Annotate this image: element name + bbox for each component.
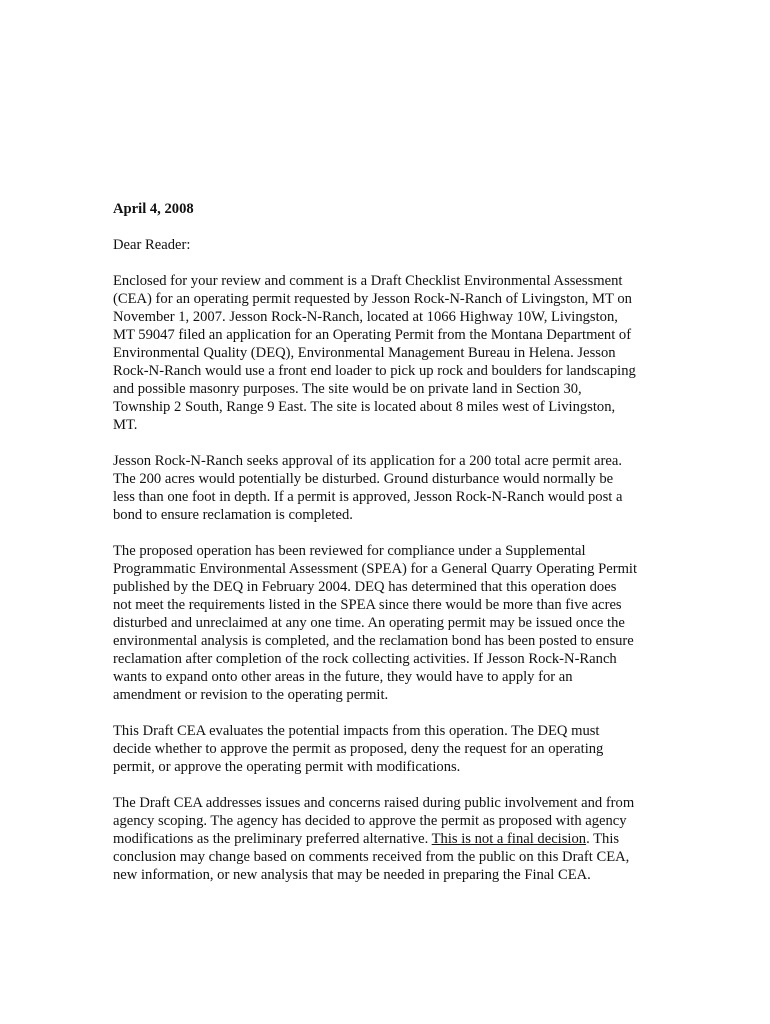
paragraph-line: Programmatic Environmental Assessment (SPEA) for a General Quarry Operating Permit — [113, 561, 638, 577]
paragraph-line: agency scoping. The agency has decided to approve the permit as proposed with agency — [113, 813, 627, 829]
paragraph-line: reclamation after completion of the rock collecting activities. If Jesson Rock-N-Ranch — [113, 651, 617, 667]
paragraph-line: Rock-N-Ranch would use a front end loader to pick up rock and boulders for landscaping — [113, 363, 636, 379]
paragraph-line: The proposed operation has been reviewed for compliance under a Supplemental — [113, 543, 586, 559]
paragraph-line: not meet the requirements listed in the SPEA since there would be more than five acres — [113, 597, 622, 613]
paragraph-line: This Draft CEA evaluates the potential impacts from this operation. The DEQ must — [113, 723, 600, 739]
paragraph-line: Environmental Quality (DEQ), Environmental Management Bureau in Helena. Jesson — [113, 345, 616, 361]
paragraph-line: November 1, 2007. Jesson Rock-N-Ranch, located at 1066 Highway 10W, Livingston, — [113, 309, 618, 325]
letter-date: April 4, 2008 — [113, 201, 194, 217]
paragraph-line: bond to ensure reclamation is completed. — [113, 507, 353, 523]
paragraph-line: The Draft CEA addresses issues and concerns raised during public involvement and from — [113, 795, 635, 811]
letter-body — [113, 200, 661, 902]
paragraph-line: MT. — [113, 417, 138, 433]
paragraph-line: Enclosed for your review and comment is a Draft Checklist Environmental Assessment — [113, 273, 623, 289]
paragraph-line: The 200 acres would potentially be disturbed. Ground disturbance would normally be — [113, 471, 614, 487]
not-final-decision-notice: This is not a final decision — [431, 831, 587, 847]
paragraph-line — [113, 830, 661, 848]
paragraph-line: amendment or revision to the operating permit. — [113, 687, 389, 703]
paragraph-1 — [113, 272, 661, 434]
paragraph-line: MT 59047 filed an application for an Operating Permit from the Montana Department of — [113, 327, 632, 343]
line-text: modifications as the preliminary preferred alternative. — [113, 831, 432, 847]
paragraph-2 — [113, 452, 661, 524]
paragraph-line: Jesson Rock-N-Ranch seeks approval of its application for a 200 total acre permit area. — [113, 453, 622, 469]
paragraph-line: decide whether to approve the permit as proposed, deny the request for an operating — [113, 741, 604, 757]
paragraph-line: (CEA) for an operating permit requested by Jesson Rock-N-Ranch of Livingston, MT on — [113, 291, 632, 307]
paragraph-line: conclusion may change based on comments received from the public on this Draft CEA, — [113, 849, 630, 865]
paragraph-5 — [113, 794, 661, 884]
paragraph-line: wants to expand onto other areas in the future, they would have to apply for an — [113, 669, 573, 685]
paragraph-line: new information, or new analysis that may be needed in preparing the Final CEA. — [113, 867, 591, 883]
paragraph-line: disturbed and unreclaimed at any one time. An operating permit may be issued once the — [113, 615, 625, 631]
paragraph-line: and possible masonry purposes. The site would be on private land in Section 30, — [113, 381, 582, 397]
salutation: Dear Reader: — [113, 237, 191, 253]
paragraph-line: Township 2 South, Range 9 East. The site is located about 8 miles west of Livingston, — [113, 399, 616, 415]
paragraph-line: permit, or approve the operating permit with modifications. — [113, 759, 461, 775]
paragraph-4 — [113, 722, 661, 776]
paragraph-line: less than one foot in depth. If a permit is approved, Jesson Rock-N-Ranch would post a — [113, 489, 623, 505]
line-text: . This — [586, 831, 620, 847]
paragraph-3 — [113, 542, 661, 704]
paragraph-line: published by the DEQ in February 2004. DEQ has determined that this operation does — [113, 579, 617, 595]
paragraph-line: environmental analysis is completed, and the reclamation bond has been posted to ensure — [113, 633, 634, 649]
